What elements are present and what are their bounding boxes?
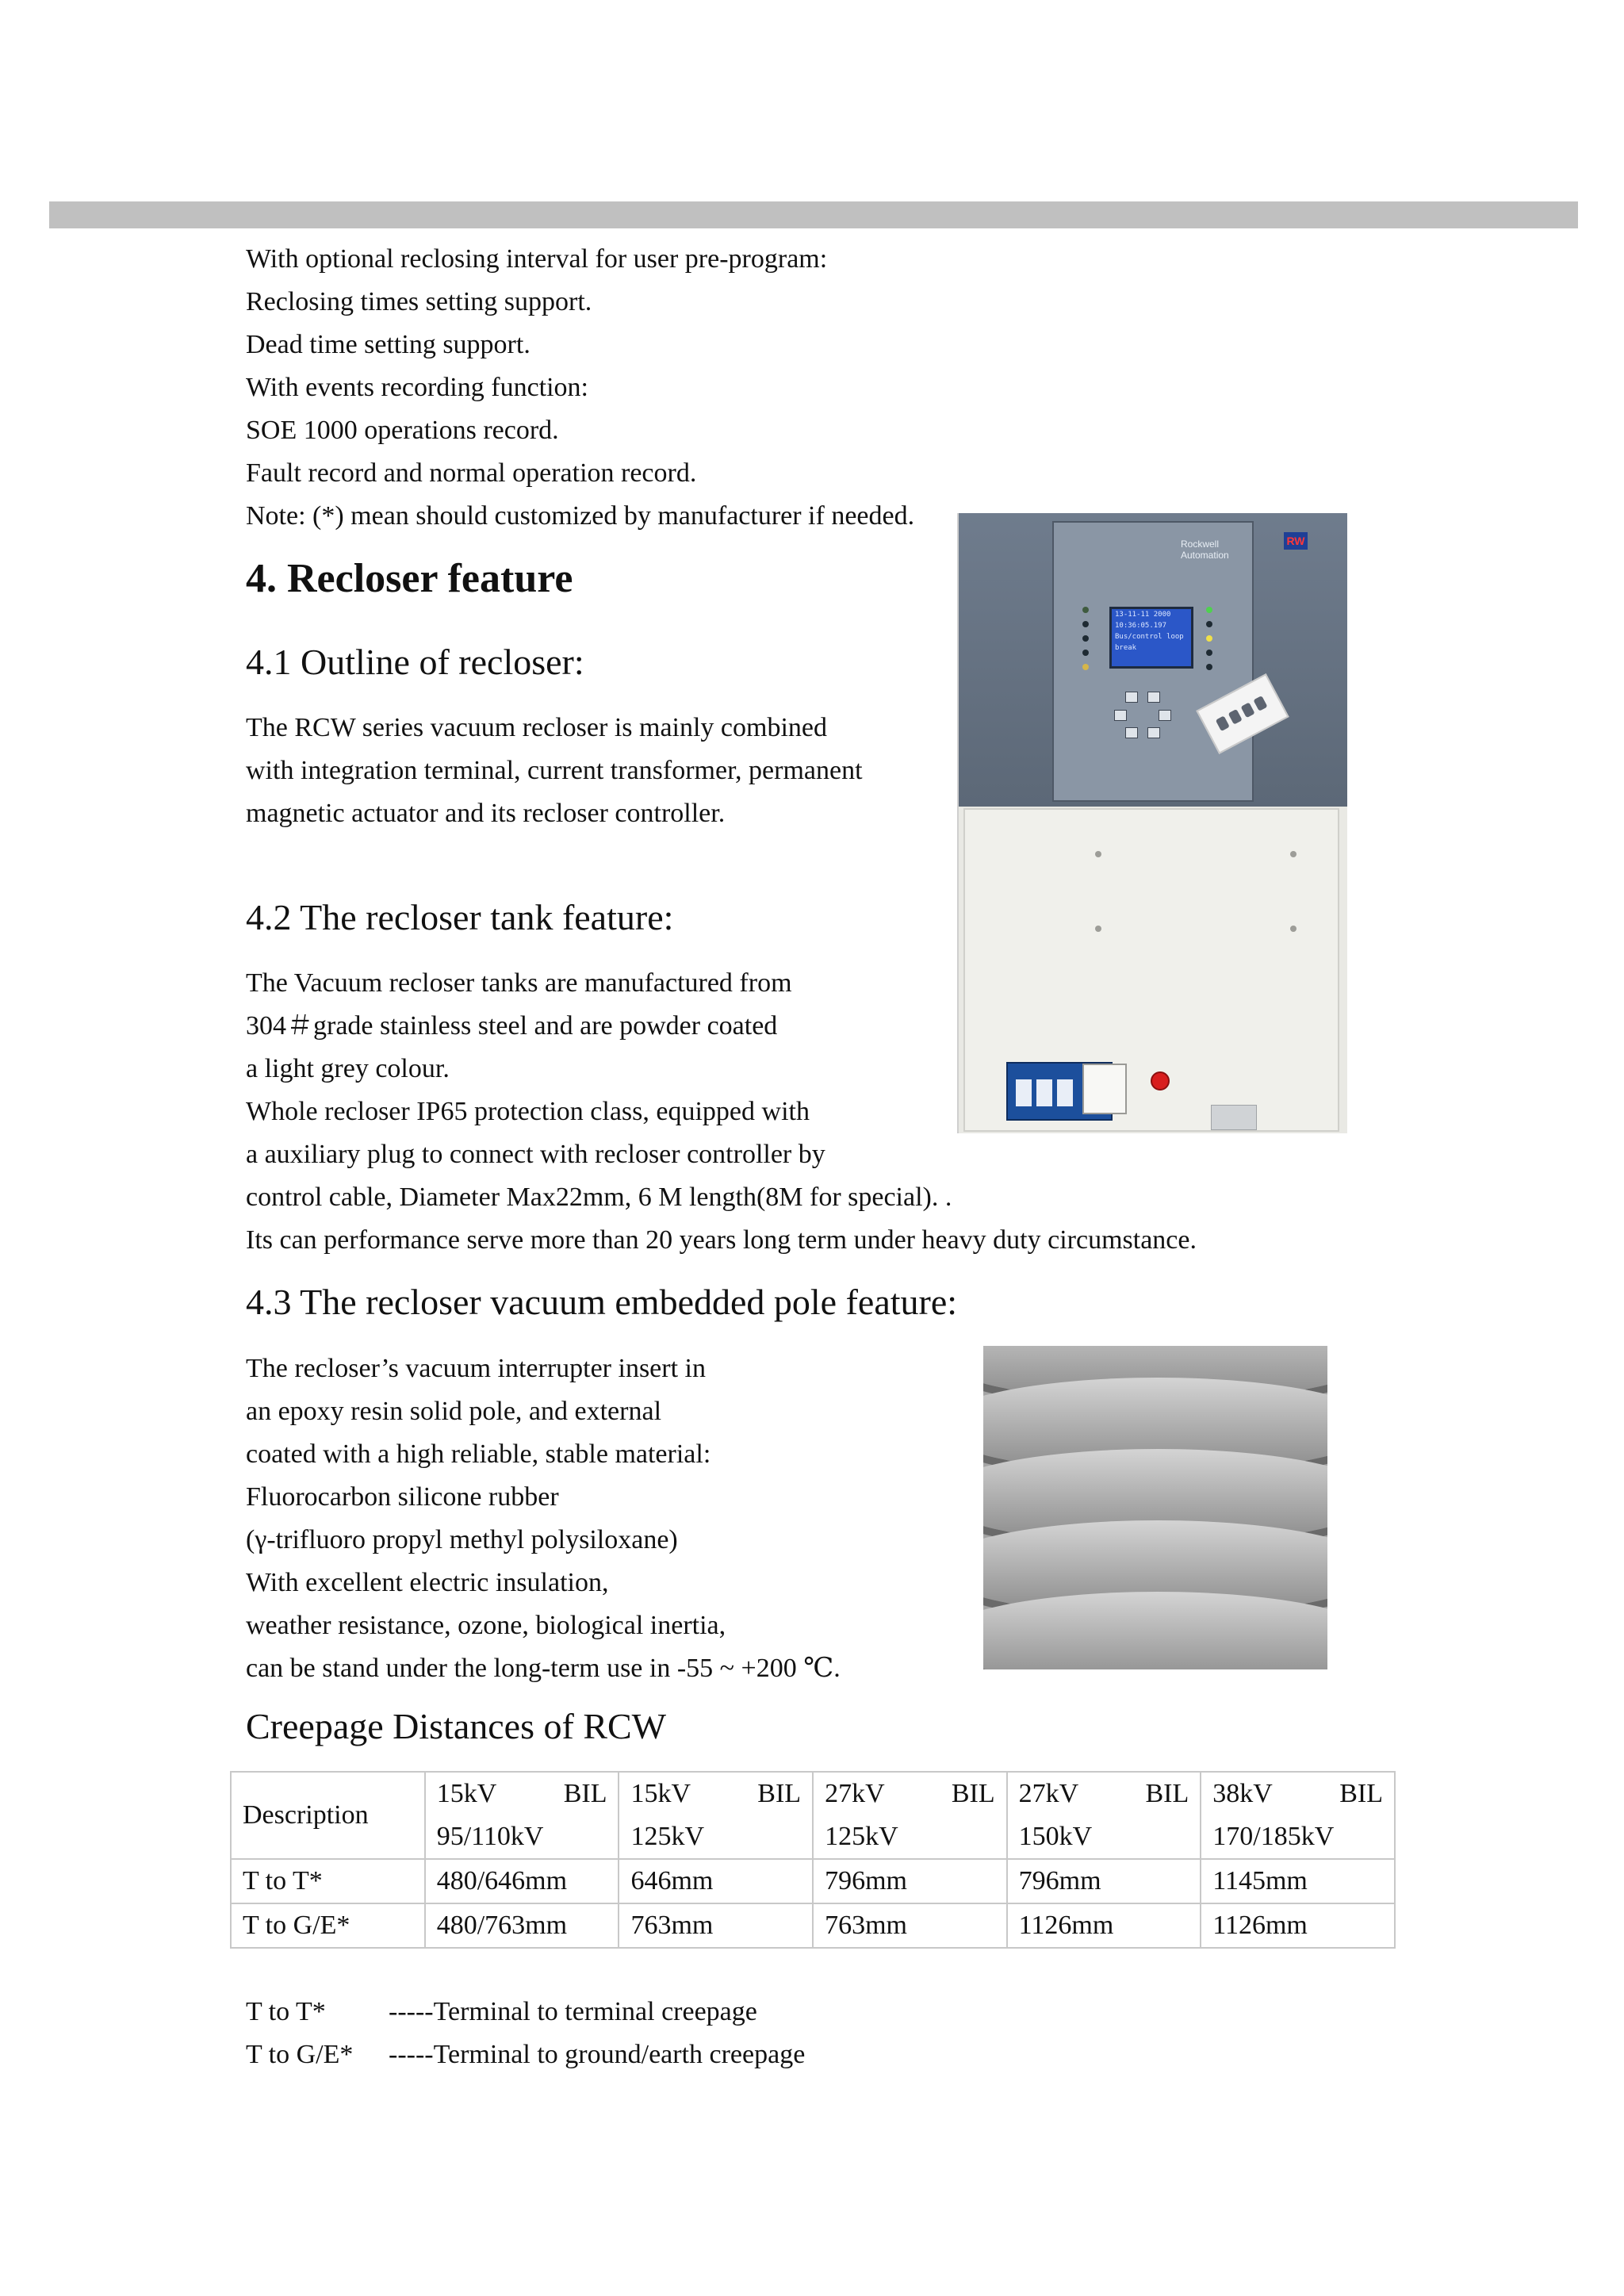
bil-label: BIL: [1145, 1779, 1189, 1808]
section-4-2-title: 4.2 The recloser tank feature:: [246, 897, 674, 937]
text-line: Its can performance serve more than 20 years long term under heavy duty circumstance.: [246, 1225, 1197, 1255]
bil-label: BIL: [951, 1779, 995, 1808]
text-line: Fluorocarbon silicone rubber: [246, 1482, 559, 1512]
legend-key: T to G/E*: [246, 2040, 354, 2069]
header-cell: [813, 1772, 1007, 1859]
intro-line: SOE 1000 operations record.: [246, 416, 559, 445]
lcd-line: 10:36:05.197: [1115, 622, 1167, 630]
section-4-3-text: [246, 1347, 841, 1690]
nameplate: [1211, 1105, 1257, 1130]
text-line: With excellent electric insulation,: [246, 1568, 609, 1597]
legend-text: -----Terminal to ground/earth creepage: [389, 2040, 806, 2069]
rating-label: 170/185kV: [1212, 1822, 1335, 1851]
note-line: Note: (*) mean should customized by manufacturer if needed.: [246, 501, 915, 531]
section-4-1-title: 4.1 Outline of recloser:: [246, 642, 584, 682]
text-line: 304＃grade stainless steel and are powder coated: [246, 1011, 778, 1041]
table-cell: 480/646mm: [425, 1859, 619, 1903]
rating-label: 95/110kV: [436, 1822, 544, 1851]
kv-label: 15kV: [630, 1779, 691, 1808]
keypad-button: [1125, 692, 1138, 703]
text-line: (γ-trifluoro propyl methyl polysiloxane): [246, 1525, 678, 1554]
lcd-line: break: [1115, 644, 1137, 652]
insulator-shed: [983, 1592, 1327, 1669]
table-row: [231, 1859, 1395, 1903]
header-cell: [1007, 1772, 1201, 1859]
legend-line: [246, 1991, 757, 2033]
status-led-icon: [1206, 621, 1212, 627]
text-line: The RCW series vacuum recloser is mainly combined: [246, 713, 828, 742]
bil-label: BIL: [757, 1779, 802, 1808]
text-line: coated with a high reliable, stable material:: [246, 1439, 711, 1469]
text-line: can be stand under the long-term use in -55 ~ +200 ℃.: [246, 1654, 841, 1683]
row-label: T to T*: [231, 1859, 425, 1903]
screw-icon: [1095, 851, 1101, 857]
lcd-line: Bus/control loop: [1115, 633, 1184, 641]
status-led-icon: [1206, 607, 1212, 613]
keypad-button: [1114, 710, 1127, 721]
breaker-switch-icon: [1057, 1079, 1073, 1106]
controller-front-panel: [959, 513, 1347, 807]
screw-icon: [1290, 851, 1297, 857]
section-4-title: 4. Recloser feature: [246, 556, 573, 601]
table-header-row: [231, 1772, 1395, 1859]
table-cell: 763mm: [813, 1903, 1007, 1948]
intro-line: With optional reclosing interval for user pre-program:: [246, 244, 828, 274]
creepage-title: Creepage Distances of RCW: [246, 1706, 667, 1746]
row-label: T to G/E*: [231, 1903, 425, 1948]
header-cell: [425, 1772, 619, 1859]
table-cell: 763mm: [619, 1903, 813, 1948]
text-line: a light grey colour.: [246, 1054, 450, 1083]
red-push-button: [1151, 1071, 1170, 1091]
keypad-button: [1147, 727, 1160, 738]
lcd-line: 13-11-11 2000: [1115, 611, 1171, 619]
text-line: an epoxy resin solid pole, and external: [246, 1397, 662, 1426]
text-line: control cable, Diameter Max22mm, 6 M length(8M for special). .: [246, 1182, 952, 1212]
text-line: The Vacuum recloser tanks are manufactured from: [246, 968, 792, 998]
power-socket: [1082, 1064, 1127, 1114]
legend-text: -----Terminal to terminal creepage: [389, 1997, 757, 2026]
intro-line: Fault record and normal operation record.: [246, 458, 697, 488]
creepage-table: [230, 1771, 1396, 1949]
table-row: [231, 1903, 1395, 1948]
screw-icon: [1290, 926, 1297, 932]
status-led-icon: [1082, 607, 1089, 613]
kv-label: 38kV: [1212, 1779, 1273, 1808]
screw-icon: [1095, 926, 1101, 932]
page-header-bar: [49, 201, 1578, 228]
status-led-icon: [1082, 621, 1089, 627]
remote-button-icon: [1228, 709, 1243, 725]
intro-line: Dead time setting support.: [246, 330, 530, 359]
remote-button-icon: [1253, 696, 1267, 711]
table-cell: 646mm: [619, 1859, 813, 1903]
lcd-display: [1109, 607, 1193, 669]
table-cell: 1145mm: [1201, 1859, 1395, 1903]
brand-label: Rockwell Automation: [1181, 539, 1229, 561]
kv-label: 27kV: [825, 1779, 885, 1808]
text-line: weather resistance, ozone, biological inertia,: [246, 1611, 726, 1640]
keypad-button: [1147, 692, 1160, 703]
remote-button-icon: [1241, 702, 1255, 718]
brand-logo: RW: [1284, 532, 1308, 550]
kv-label: 15kV: [436, 1779, 497, 1808]
status-led-icon: [1082, 650, 1089, 656]
remote-button-icon: [1216, 715, 1230, 731]
table-cell: 480/763mm: [425, 1903, 619, 1948]
intro-line: With events recording function:: [246, 373, 589, 402]
breaker-switch-icon: [1016, 1079, 1032, 1106]
intro-text: [246, 238, 914, 538]
section-4-1-text: [246, 707, 863, 835]
breaker-switch-icon: [1036, 1079, 1052, 1106]
bil-label: BIL: [563, 1779, 607, 1808]
header-cell: [619, 1772, 813, 1859]
section-4-3-title: 4.3 The recloser vacuum embedded pole feature:: [246, 1282, 958, 1322]
rating-label: 125kV: [825, 1822, 898, 1851]
text-line: magnetic actuator and its recloser controller.: [246, 799, 726, 828]
status-led-icon: [1082, 664, 1089, 670]
intro-line: Reclosing times setting support.: [246, 287, 592, 316]
text-line: The recloser’s vacuum interrupter insert in: [246, 1354, 706, 1383]
status-led-icon: [1206, 650, 1212, 656]
text-line: with integration terminal, current transformer, permanent: [246, 756, 863, 785]
recloser-controller-photo: [957, 513, 1347, 1133]
status-led-icon: [1206, 664, 1212, 670]
rating-label: 125kV: [630, 1822, 705, 1851]
header-description: Description: [231, 1772, 425, 1859]
insulator-pole-photo: [983, 1346, 1327, 1669]
controller-lower-door: [963, 808, 1339, 1132]
text-line: a auxiliary plug to connect with recloser controller by: [246, 1140, 825, 1169]
table-cell: 796mm: [1007, 1859, 1201, 1903]
status-led-icon: [1206, 635, 1212, 642]
table-cell: 1126mm: [1007, 1903, 1201, 1948]
text-line: Whole recloser IP65 protection class, equipped with: [246, 1097, 810, 1126]
header-cell: [1201, 1772, 1395, 1859]
table-cell: 796mm: [813, 1859, 1007, 1903]
status-led-icon: [1082, 635, 1089, 642]
keypad-button: [1159, 710, 1171, 721]
rating-label: 150kV: [1018, 1822, 1093, 1851]
bil-label: BIL: [1339, 1779, 1383, 1808]
kv-label: 27kV: [1018, 1779, 1079, 1808]
keypad-button: [1125, 727, 1138, 738]
table-cell: 1126mm: [1201, 1903, 1395, 1948]
legend-key: T to T*: [246, 1997, 326, 2026]
legend-line: [246, 2033, 805, 2076]
